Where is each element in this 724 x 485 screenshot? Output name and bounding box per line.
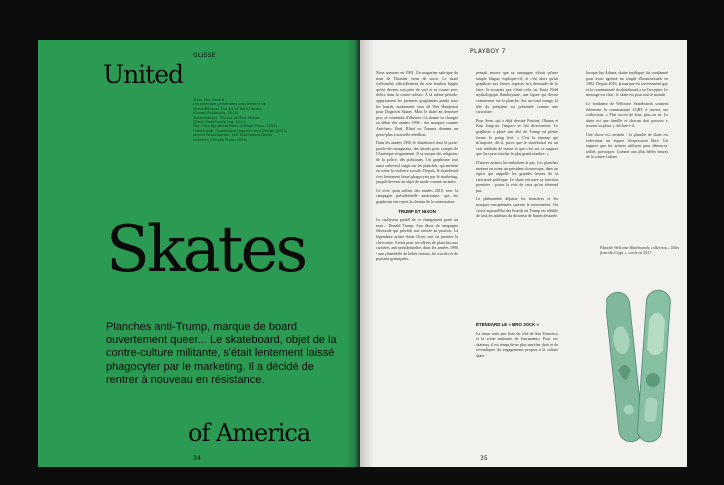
figure-caption: Planche Welcome Skateboards, collection « Tales from the Crypt », sortie en 2017. bbox=[600, 245, 680, 256]
text-column-2-lower bbox=[476, 318, 558, 450]
credit-line: Seen&Believe: The Art of Todd Francis bbox=[193, 106, 262, 111]
paragraph: pensait encore que sa campagne n'était qu'une simple blague, explique-t-il, et c'est alors qu'un graphiste aux lettres reprises m'a demandé de le faire. Je trouvais que c'était cela, un Toute Nold mythologique flamboyante, une figure qui devait commencer sur la planche. Sur un fond orange, la tête du président est présentée comme une caricature. bbox=[476, 70, 558, 115]
text-column-1 bbox=[376, 70, 458, 450]
credit-line: Les planches présentées proviennent de : bbox=[193, 102, 269, 107]
page-number-right: 35 bbox=[480, 455, 488, 462]
credit-line: Graphics (Gingko Press, 2016) bbox=[193, 137, 248, 142]
credit-line: Handshake: Skateboard Graphics and Design (2011) bbox=[193, 128, 288, 133]
paragraph: Dans les années 1990, le skateboard reste le porte-parole des marginaux, des laissés pour compte de l'Amérique reaganienne. Il se moque des religions, de la police, des politiques. Un graphisme tout aussi subversif surgit sur les planches, qui mettent en scène la violence sociale. Depuis, le skateboard s'est lentement laissé phagocyter par le marketing, jusqu'à devenir un objet de mode comme un autre. bbox=[376, 140, 458, 185]
subhead-bro-jock: ÉTENDARD LE « BRO JOCK » bbox=[476, 322, 539, 327]
running-head: PLAYBOY 7 bbox=[470, 48, 506, 55]
paragraph: Le catalyseur partiel de ce changement porte un nom : Donald Trump. Son décor de campagne électorale qui précède son arrivée au pouvoir. La légendaire artiste Sean Cliver sort en premier la chevrotine. Certes pour ses élèves de planches aux carrières anti-présidentielles dans les années 1990 - une ribambelle de bébés furieux, de crucifix et de portraits grimaçants. bbox=[376, 217, 458, 262]
skateboard-deck-right bbox=[637, 289, 672, 442]
text-column-3 bbox=[586, 70, 668, 270]
page-number-left: 34 bbox=[193, 455, 201, 462]
article-dek: Planches anti-Trump, marque de board ouvertement queer... Le skateboard, objet de la contre-culture militante, s'était lentement laissé phagocyter par le marketing. Il a décidé de rentrer à nouveau en résistance. bbox=[106, 321, 337, 386]
credit-line: (Black Rails Publishing, 2011) bbox=[193, 120, 247, 125]
title-united: United bbox=[103, 60, 184, 89]
paragraph: lorsque Jay Adams, skater mythique, fut condamné pour avoir agressé un couple d'homosexuels en 1982. Depuis 2016, la marque est ouvertement gay et la communauté du skateboard a su l'accepter. Le message est clair : le skate est pour tout le monde. bbox=[586, 70, 668, 98]
magazine-spread bbox=[38, 40, 687, 467]
paragraph: D'autres artistes lui emboîtent le pas. Les planches mettent en scène un président clownesque, dans un esprit qui rappelle les grandes heures de la caricature politique. Le skate retrouve sa fonction première : porter la voix de ceux qu'on n'entend pas. bbox=[476, 159, 558, 193]
skateboard-decks-image bbox=[606, 280, 676, 450]
title-of-america: of America bbox=[188, 419, 311, 447]
paragraph: La tenue reste peu lisse du côté de San Francisco et la scène militante de Sacramento. Pour ces skateurs, il est temps de ne plus marcher droit et de revendiquer les engagements propres à la culture skate. bbox=[476, 330, 558, 358]
subhead-trump-nixon: TRUMP ET NIXON bbox=[398, 208, 436, 214]
credit-line: Japans Powerstation: 100 Skateboard Decks bbox=[193, 133, 273, 138]
paragraph: Pour Sean, qui a déjà dessiné Poutine, Obama et Kim Jong-un, l'impact se fait directement. Le graphiste a placé une tête de Trump en pleine forme, le poing levé. « C'est la réponse qui m'importe, dit-il, parce que le skateboard est un vrai médium de masse et que c'est sur ce support que l'art peut toucher le plus grand nombre. » bbox=[476, 117, 558, 157]
credit-line: Skin: The Big Board Book (Ginkgo Press, 2008) bbox=[193, 124, 277, 129]
right-page bbox=[360, 40, 687, 467]
paragraph: Le phénomène dépasse les frontières et les marques européennes suivent le mouvement. On croise aujourd'hui des boards où Trump est affublé de tous les attributs du dictateur de bande dessinée. bbox=[476, 196, 558, 219]
section-tag: GLISSE bbox=[193, 52, 216, 59]
credit-line: Skaterlobster: The Art of Marc McKee bbox=[193, 115, 260, 120]
left-page bbox=[38, 40, 360, 467]
paragraph: Le fondateur de Welcome Skateboards soutient fièrement la communauté LGBT à travers ses collections. « Plus on est de fous, plus on rit. Le skate est une famille et chacun doit pouvoir y trouver sa place », déclare-t-il. bbox=[586, 100, 668, 129]
paragraph: Nous sommes en 1981. Un magazine satirique du nom de Thrasher vient de sortir. Le skate s'affranchit officiellement du rose bonbon hippie qu'est devenu son père de surf et se vautre avec délice dans la contre-culture. À la même période, apparaissent les premiers graphismes punks sous les boards, notamment ceux de Wes Humpston pour Dogtown Skates. Mais le skate ait demeuré peu, se contentait d'illustrer. La donne va changer au début des années 1990 : des marques comme Anti-hero, Real, Blind ou Trauma donnent un genre plus à nouvelle rebellion. bbox=[376, 70, 458, 137]
title-skates: Skates bbox=[106, 213, 306, 287]
credit-line: (Drexel Publishing, 2015) bbox=[193, 111, 239, 116]
paragraph: Ce n'est qu'au milieu des années 2010, avec la campagne présidentielle américaine, que les graphistes ont repris le chemin de la contestation. bbox=[376, 187, 458, 205]
text-column-2 bbox=[476, 70, 558, 315]
credits-block bbox=[193, 98, 353, 142]
credit-line: Texte Seb Gerard bbox=[193, 98, 224, 102]
paragraph: Une chose est certaine : la planche de skate est redevenue un espace d'expression libre. Un support que les artistes utilisent pour dénoncer, railler, provoquer. Comme aux plus belles heures de la contre-culture. bbox=[586, 131, 668, 160]
